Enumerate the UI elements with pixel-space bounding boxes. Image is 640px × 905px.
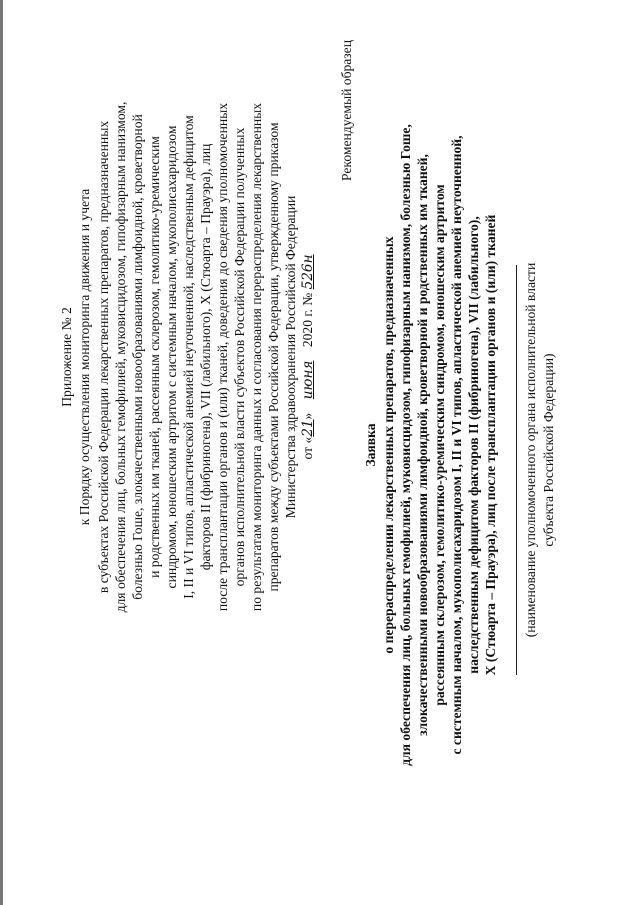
caption-line: (наименование уполномоченного органа исполнительной власти bbox=[523, 262, 538, 638]
title-line: о перераспределении лекарственных препаратов, предназначенных bbox=[381, 236, 396, 654]
appendix-line: синдромом, юношеским артритом с системным началом, мукополисахаридозом bbox=[164, 125, 179, 589]
order-number-handwritten: 526н bbox=[300, 254, 316, 290]
date-prefix: от « bbox=[300, 436, 315, 460]
appendix-line: и родственных им тканей, рассеянным склерозом, гемолитико-уремическим bbox=[147, 136, 162, 578]
appendix-line: органов исполнительной власти субъектов Российской Федерации полученных bbox=[232, 127, 247, 587]
title-line: для обеспечения лиц, больных гемофилией, муковисцидозом, гипофизарным нанизмом, болезнью Гоше, bbox=[398, 124, 413, 766]
title-line: злокачественными новообразованиями лимфоидной, кроветворной и родственных им тканей, bbox=[415, 154, 430, 736]
appendix-line: I, II и VI типов, апластической анемией неуточненной, наследственным дефицитом bbox=[181, 115, 196, 599]
recommended-sample-label: Рекомендуемый образец bbox=[339, 40, 354, 181]
date-month-handwritten: июня bbox=[300, 360, 316, 400]
appendix-line: после трансплантации органов и (или) тканей, доведения до сведения уполномоченных bbox=[215, 102, 230, 612]
appendix-line: по результатам мониторинга данных и согласования перераспределения лекарственных bbox=[249, 102, 264, 612]
title-line: наследственным дефицитом факторов II (фибриногена), VII (лабильного), bbox=[466, 216, 481, 674]
appendix-number: Приложение № 2 bbox=[59, 307, 74, 407]
appendix-line: к Порядку осуществления мониторинга движения и учета bbox=[77, 188, 92, 526]
appendix-line: для обеспечения лиц, больных гемофилией, муковисцидозом, гипофизарным нанизмом, bbox=[113, 101, 128, 613]
appendix-line: факторов II (фибриногена), VII (лабильного), X (Стюарта – Прауэра), лиц bbox=[198, 143, 213, 571]
date-year: 2020 г. № bbox=[300, 289, 315, 348]
date-separator: » bbox=[300, 409, 315, 420]
application-heading: Заявка bbox=[363, 423, 378, 467]
caption-line: субъекта Российской Федерации) bbox=[541, 353, 556, 547]
authority-name-line bbox=[516, 265, 517, 675]
appendix-line: Министерства здравоохранения Российской Федерации bbox=[283, 195, 298, 519]
title-line: рассеянным склерозом, гемолитико-уремическим синдромом, юношеским артритом bbox=[432, 184, 447, 706]
date-day-handwritten: 21 bbox=[300, 419, 316, 437]
appendix-line: препаратов между субъектами Российской Федерации, утвержденному приказом bbox=[266, 122, 281, 592]
title-line: X (Стюарта – Прауэра), лиц после трансплантации органов и (или) тканей bbox=[483, 214, 498, 676]
appendix-line: болезнью Гоше, злокачественными новообразованиями лимфоидной, кроветворной bbox=[130, 114, 145, 600]
approval-date bbox=[301, 109, 316, 605]
appendix-line: в субъектах Российской Федерации лекарственных препаратов, предназначенных bbox=[96, 120, 111, 594]
title-line: с системным началом, мукополисахаридозом I, II и VI типов, апластической анемией неуточненной, bbox=[449, 135, 464, 755]
